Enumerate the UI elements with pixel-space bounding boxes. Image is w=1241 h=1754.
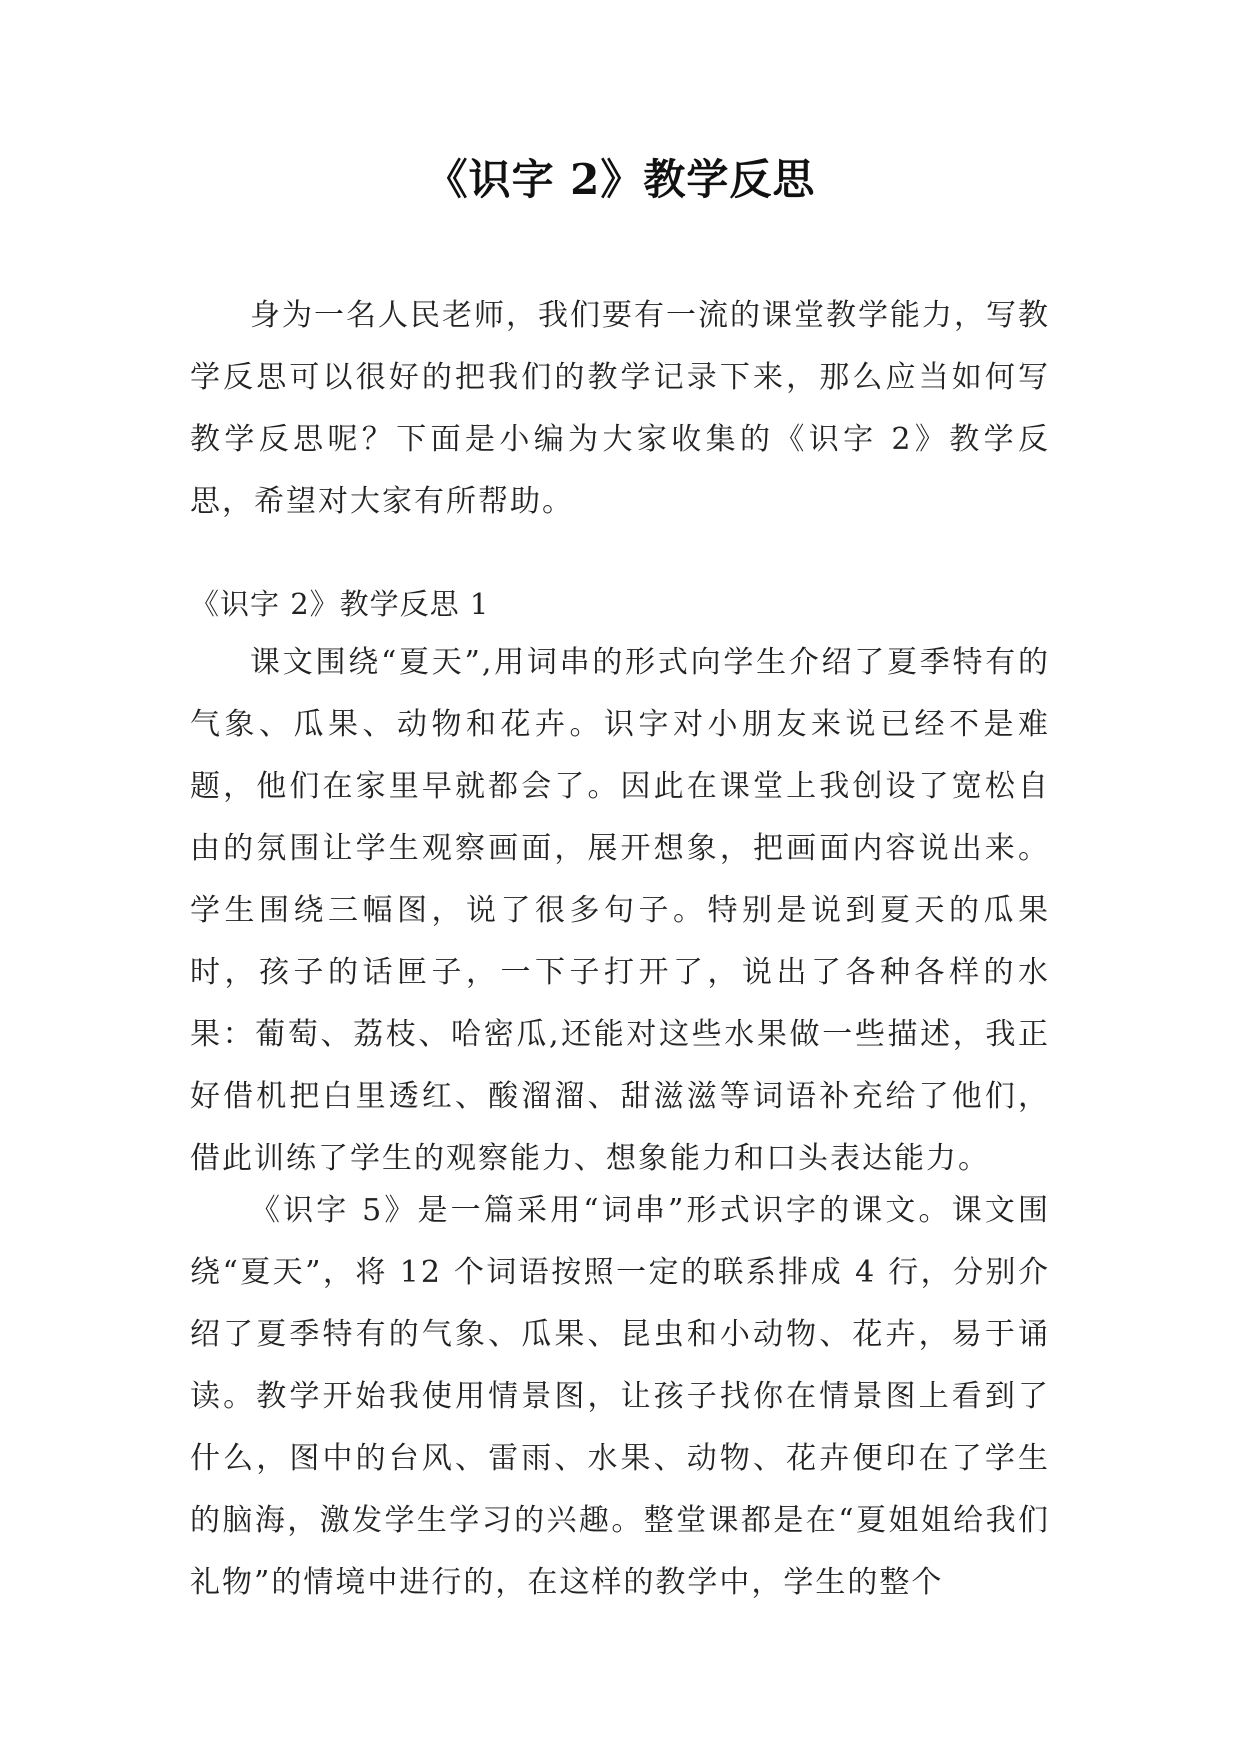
body-paragraph-2: 《识字 5》是一篇采用“词串”形式识字的课文。课文围绕“夏天”，将 12 个词语按照一定的联系排成 4 行，分别介绍了夏季特有的气象、瓜果、昆虫和小动物、花卉，易于诵读。教学开始我使用情景图，让孩子找你在情景图上看到了什么，图中的台风、雷雨、水果、动物、花卉便印在了学生的脑海，激发学生学习的兴趣。整堂课都是在“夏姐姐给我们礼物”的情境中进行的，在这样的教学中，学生的整个 xyxy=(190,1193,1050,1600)
intro-paragraph: 身为一名人民老师，我们要有一流的课堂教学能力，写教学反思可以很好的把我们的教学记录下来，那么应当如何写教学反思呢？下面是小编为大家收集的《识字 2》教学反思，希望对大家有所帮助。 xyxy=(190,298,1050,519)
body-paragraph-1: 课文围绕“夏天”,用词串的形式向学生介绍了夏季特有的气象、瓜果、动物和花卉。识字对小朋友来说已经不是难题，他们在家里早就都会了。因此在课堂上我创设了宽松自由的氛围让学生观察画面，展开想象，把画面内容说出来。学生围绕三幅图，说了很多句子。特别是说到夏天的瓜果时，孩子的话匣子，一下子打开了，说出了各种各样的水果：葡萄、荔枝、哈密瓜,还能对这些水果做一些描述，我正好借机把白里透红、酸溜溜、甜滋滋等词语补充给了他们，借此训练了学生的观察能力、想象能力和口头表达能力。 xyxy=(190,645,1050,1176)
section-heading: 《识字 2》教学反思 1 xyxy=(190,587,490,621)
document-title: 《识字 2》教学反思 xyxy=(425,155,816,204)
